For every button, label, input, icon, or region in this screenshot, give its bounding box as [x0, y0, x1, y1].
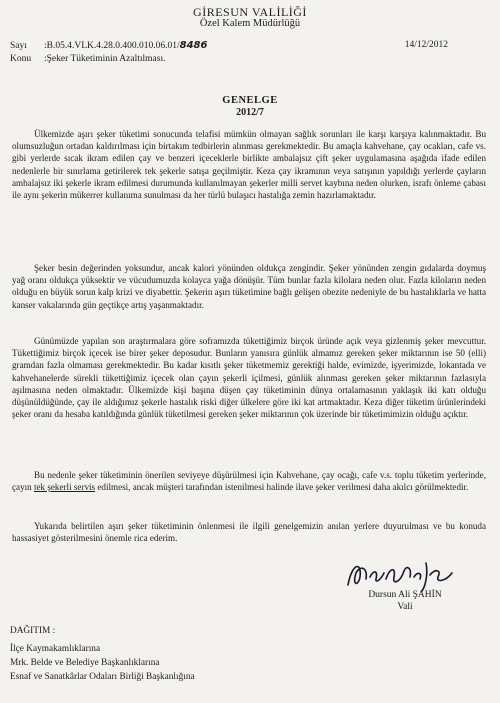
handwritten-number: 8486	[179, 40, 208, 51]
document-number: 2012/7	[236, 107, 264, 118]
paragraph-2	[12, 262, 486, 311]
paragraph-4-part-b: edilmesi, ancak müşteri tarafından istenilmesi halinde ilave şeker verilmesi daha akılcı görülmektedir.	[95, 482, 469, 493]
signatory-name: Dursun Ali ŞAHİN	[368, 590, 442, 600]
document-date: 14/12/2012	[404, 40, 448, 50]
distribution-item: İlçe Kaymakamlıklarına	[10, 644, 101, 654]
distribution-item: Esnaf ve Sanatkârlar Odaları Birliği Başkanlığına	[10, 672, 195, 682]
distribution-item: Mrk. Belde ve Belediye Başkanlıklarına	[10, 658, 160, 668]
subject-value: :Şeker Tüketiminin Azaltılması.	[44, 54, 166, 64]
paragraph-3-text: Günümüzde yapılan son araştırmalara göre soframızda tükettiğimiz birçok üründe açık veya gizlenmiş şeker mevcuttur. Tükettiğimiz birçok içecek ise birer şeker deposudur. Bunların yanısıra günlük almamız gereken şeker miktarının ise 50 (elli) gramdan fazla olmaması gerekmektedir. Bu kadar kısıtlı şeker tüketmemiz gerektiği halde, evimizde, işyerimizde, lokantada ve kahvehanelerde sürekli tükettiğimiz içecek olan çayın şekerli içilmesi, günlük alınması gereken şeker miktarının fazlasıyla aşılmasına neden olmaktadır. Ülkemizde kişi başına düşen çay tüketiminin dünya ortalamasının yaklaşık iki katı olduğu düşünüldüğünde, çay ile aldığımız şekerle hastalık riski diğer ülkelere göre iki kat artmaktadır. Keza diğer tüketim ürünlerindeki şeker oranı da hesaba katıldığında günlük tüketilmesi gereken şeker miktarının çok üzerinde bir tüketimimizin olduğu açıktır.	[12, 336, 486, 420]
paragraph-5-text: Yukarıda belirtilen aşırı şeker tüketiminin önlenmesi ile ilgili genelgemizin anılan yerlere duyurulması ve bu konuda hassasiyet gösterilmesini önemle rica ederim.	[12, 521, 486, 544]
paragraph-3	[12, 335, 486, 420]
paragraph-1	[12, 128, 486, 201]
reference-value: :B.05.4.VLK.4.28.0.400.010.06.01/	[44, 41, 180, 51]
paragraph-4-underlined: tek şekerli servis	[33, 482, 96, 493]
signatory-title: Vali	[397, 602, 413, 612]
subject-label: Konu	[10, 54, 32, 64]
paragraph-4-part-a: Bu nedenle şeker tüketiminin önerilen seviyeye düşürülmesi için Kahvehane, çay ocağı, cafe v.s. toplu tüketim yerlerinde, çayın	[12, 470, 486, 493]
subject-row	[10, 54, 165, 64]
paragraph-4	[12, 469, 486, 493]
paragraph-5	[12, 520, 486, 544]
paragraph-1-text: Ülkemizde aşırı şeker tüketimi sonucunda telafisi mümkün olmayan sağlık sorunları ile karşı karşıya kalınmaktadır. Bu olumsuzluğun ortadan kaldırılması için birtakım tedbirlerin alınması gerekmektedir. Bu amaçla kahvehane, çay ocakları, cafe vs. gibi yerlerde sıcak ikram edilen çay ve benzeri içeceklerle birlikte ambalajsız çift şeker uygulamasına aşağıda ifade edilen nedenlerle bir sınırlama getirilerek tek şekerle satışa geçilmiştir. Keza çay ikramının veya satışının yapıldığı yerlerde çayların ambalajsız iki şekerle ikram edilmesi durumunda kullanılmayan şekerler milli servet kaybına neden olurken, israfı önleme çabası ile aynı şekerin mükerrer kullanıma sunulması da her türlü bulaşıcı hastalığa zemin hazırlamaktadır.	[12, 129, 486, 201]
reference-number-row	[10, 40, 207, 51]
distribution-label: DAĞITIM :	[10, 626, 56, 636]
signature-image	[342, 555, 462, 595]
paragraph-2-text: Şeker besin değerinden yoksundur, ancak kalori yönünden oldukça zengindir. Şeker yönünden zengin gıdalarda doymuş yağ oranı oldukça yüksektir ve vücudumuzda kolayca yağa dönüşür. Tüm bunlar fazla kilolara neden olur. Fazla kiloların neden olduğu en büyük sorun kalp krizi ve diyabettir. Şekerin aşırı tüketimine bağlı gelişen obezite nedeniyle de bu hastalıklarla ve hatta kanser vakalarında gün geçtikçe artış yaşanmaktadır.	[12, 263, 486, 310]
department-title: Özel Kalem Müdürlüğü	[199, 18, 301, 29]
paragraph-4-text	[12, 469, 486, 493]
reference-label: Sayı	[10, 41, 27, 51]
institution-title: GİRESUN VALİLİĞİ	[193, 5, 307, 19]
document-title: GENELGE	[222, 95, 278, 106]
